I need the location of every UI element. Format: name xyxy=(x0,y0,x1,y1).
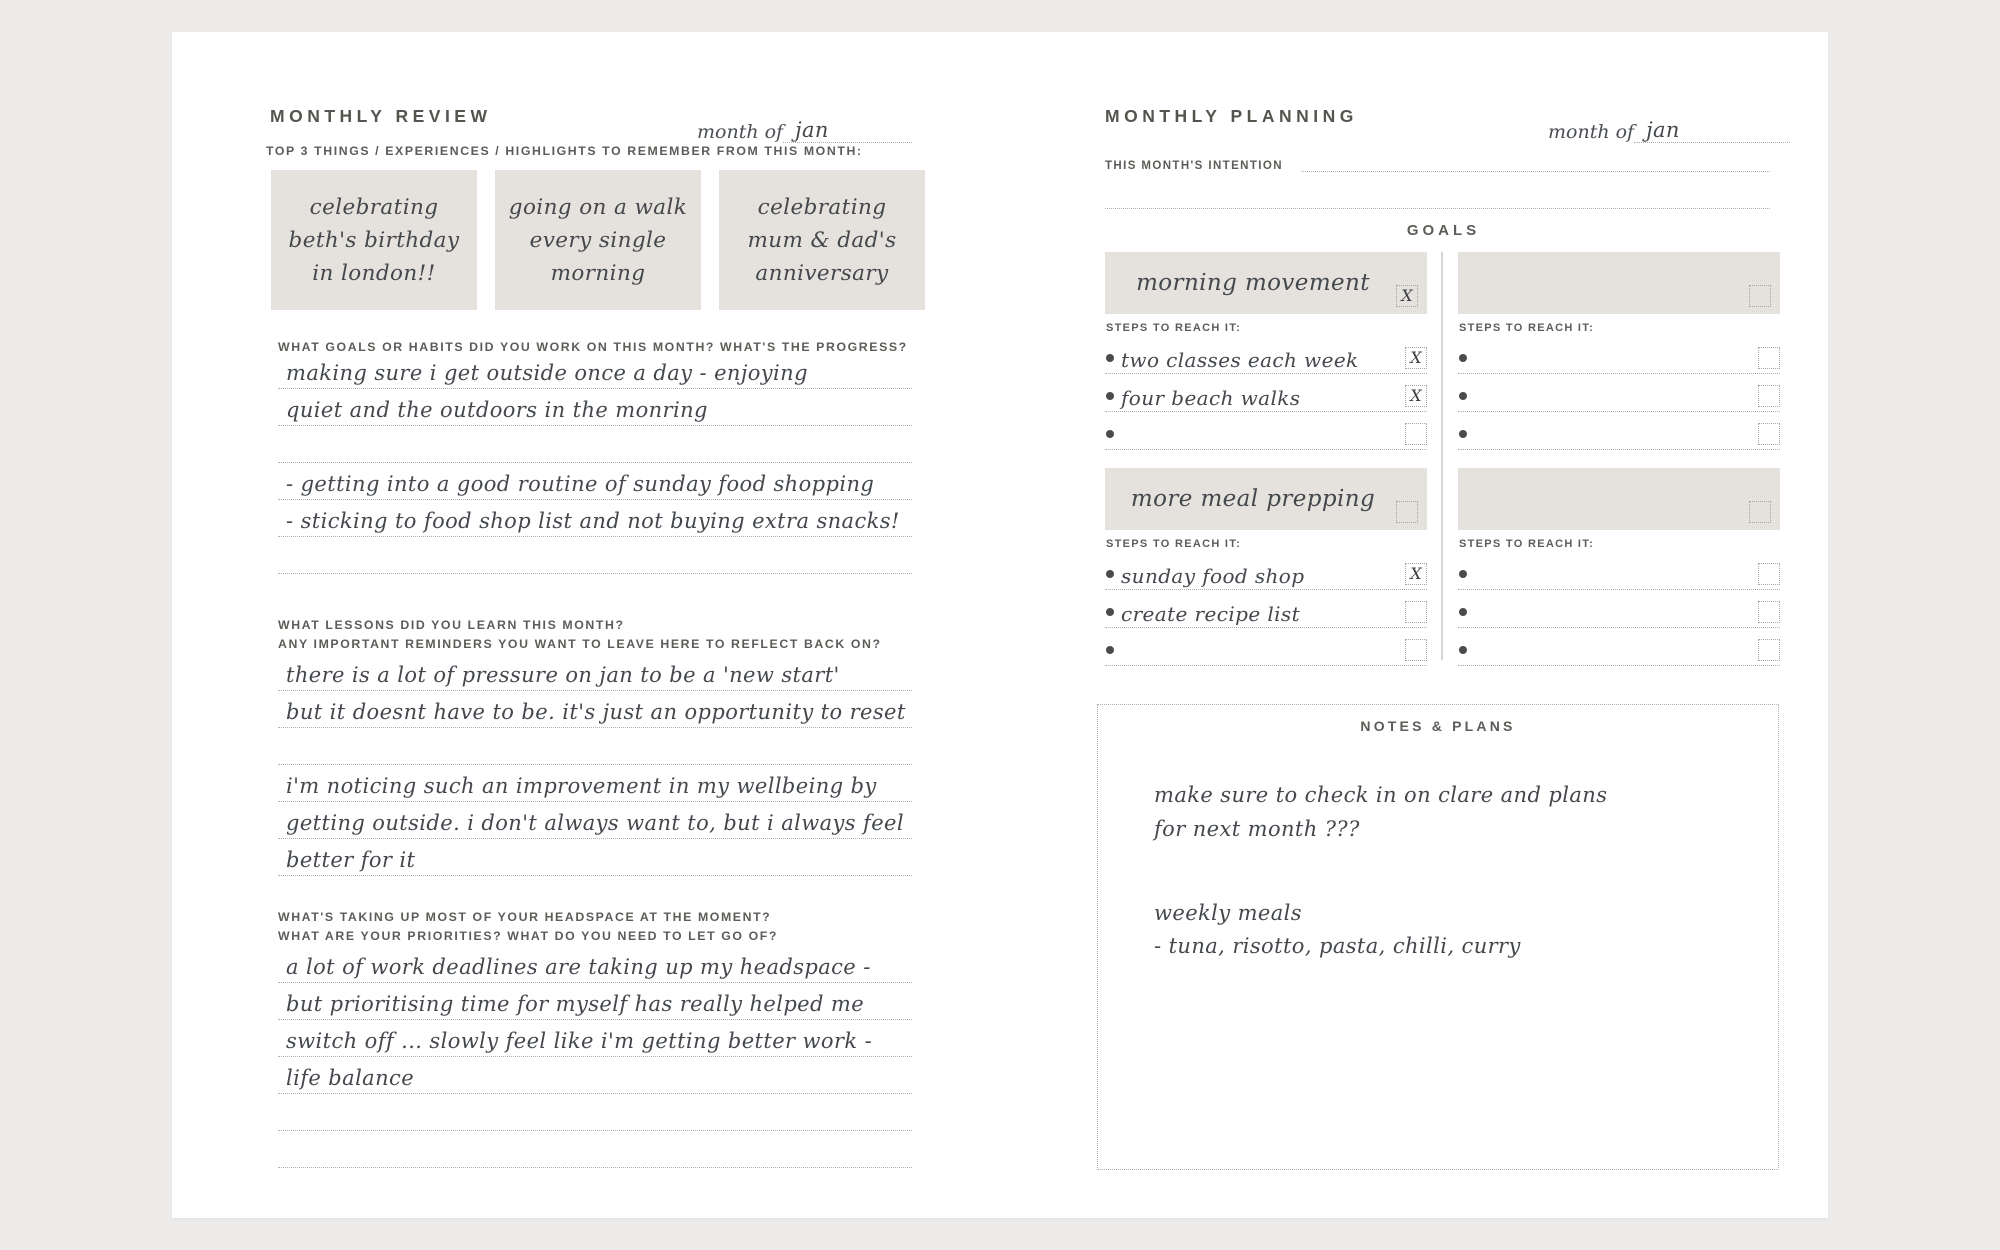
goal-step-row[interactable] xyxy=(1458,590,1780,628)
write-line[interactable]: but it doesnt have to be. it's just an opportunity to reset xyxy=(278,691,912,728)
write-line[interactable] xyxy=(278,426,912,463)
step-checkbox[interactable]: X xyxy=(1405,563,1427,585)
top3-heading: TOP 3 THINGS / EXPERIENCES / HIGHLIGHTS TO REMEMBER FROM THIS MONTH: xyxy=(266,144,863,158)
planning-month-field[interactable] xyxy=(1548,116,1790,143)
goals-heading: GOALS xyxy=(1406,222,1481,239)
goal-step-row[interactable] xyxy=(1105,374,1427,412)
step-checkbox[interactable]: X xyxy=(1405,347,1427,369)
step-checkbox[interactable] xyxy=(1758,347,1780,369)
goal-title-box[interactable] xyxy=(1458,252,1780,314)
goal-block xyxy=(1458,468,1780,666)
step-checkbox[interactable] xyxy=(1758,385,1780,407)
goal-checkbox[interactable] xyxy=(1396,501,1418,523)
notes-text: - tuna, risotto, pasta, chilli, curry xyxy=(1154,934,1521,958)
bullet-icon xyxy=(1106,392,1114,400)
month-of-label: month of xyxy=(697,121,784,143)
bullet-icon xyxy=(1106,608,1114,616)
step-checkbox[interactable] xyxy=(1758,639,1780,661)
month-value: jan xyxy=(1646,118,1680,142)
goals-divider xyxy=(1441,252,1443,660)
write-line[interactable] xyxy=(278,537,912,574)
goal-step-row[interactable] xyxy=(1458,336,1780,374)
notes-text: weekly meals xyxy=(1154,901,1302,925)
step-checkbox[interactable] xyxy=(1758,563,1780,585)
monthly-review-title: MONTHLY REVIEW xyxy=(270,106,492,126)
q1-answer-area xyxy=(278,352,912,574)
goal-checkbox[interactable]: X xyxy=(1396,285,1418,307)
bullet-icon xyxy=(1459,354,1467,362)
step-checkbox[interactable] xyxy=(1758,601,1780,623)
intention-extra-line[interactable] xyxy=(1105,172,1770,209)
goal-step-row[interactable] xyxy=(1105,552,1427,590)
intention-field[interactable] xyxy=(1105,156,1770,172)
bullet-icon xyxy=(1459,430,1467,438)
step-text: four beach walks xyxy=(1121,386,1301,410)
goal-step-row[interactable] xyxy=(1105,336,1427,374)
step-checkbox[interactable] xyxy=(1758,423,1780,445)
goal-block xyxy=(1105,468,1427,666)
step-checkbox[interactable]: X xyxy=(1405,385,1427,407)
goal-step-row[interactable] xyxy=(1458,552,1780,590)
goal-title: more meal prepping xyxy=(1130,486,1376,512)
goal-title-box[interactable] xyxy=(1105,468,1427,530)
memory-box[interactable] xyxy=(271,170,477,310)
step-checkbox[interactable] xyxy=(1405,601,1427,623)
write-line[interactable]: better for it xyxy=(278,839,912,876)
bullet-icon xyxy=(1459,570,1467,578)
write-line[interactable]: i'm noticing such an improvement in my wellbeing by xyxy=(278,765,912,802)
bullet-icon xyxy=(1106,570,1114,578)
step-text: two classes each week xyxy=(1121,348,1359,372)
write-line[interactable] xyxy=(278,728,912,765)
intention-line xyxy=(1301,156,1770,172)
bullet-icon xyxy=(1459,392,1467,400)
month-value: jan xyxy=(795,118,829,142)
goal-checkbox[interactable] xyxy=(1749,285,1771,307)
goal-step-row[interactable] xyxy=(1458,412,1780,450)
q2-heading: WHAT LESSONS DID YOU LEARN THIS MONTH? ANY IMPORTANT REMINDERS YOU WANT TO LEAVE HERE TO REFLECT BACK ON? xyxy=(278,618,882,651)
goal-step-row[interactable] xyxy=(1105,590,1427,628)
intention-label: THIS MONTH'S INTENTION xyxy=(1105,160,1283,172)
write-line[interactable]: there is a lot of pressure on jan to be a 'new start' xyxy=(278,654,912,691)
planner-sheet xyxy=(172,32,1828,1218)
monthly-planning-title: MONTHLY PLANNING xyxy=(1105,106,1358,126)
write-line[interactable]: getting outside. i don't always want to, but i always feel xyxy=(278,802,912,839)
q3-answer-area xyxy=(278,946,912,1168)
q2-answer-area xyxy=(278,654,912,876)
notes-text: make sure to check in on clare and plans xyxy=(1154,783,1608,807)
goal-block xyxy=(1458,252,1780,450)
bullet-icon xyxy=(1459,608,1467,616)
q3-heading: WHAT'S TAKING UP MOST OF YOUR HEADSPACE AT THE MOMENT? WHAT ARE YOUR PRIORITIES? WHAT DO YOU NEED TO LET GO OF? xyxy=(278,910,778,943)
write-line[interactable]: quiet and the outdoors in the monring xyxy=(278,389,912,426)
memory-text: going on a walk every single morning xyxy=(508,194,688,286)
steps-label: STEPS TO REACH IT: xyxy=(1106,538,1242,550)
memory-text: celebrating mum & dad's anniversary xyxy=(747,194,897,286)
goal-title: morning movement xyxy=(1136,270,1370,296)
top3-boxes xyxy=(271,170,925,310)
steps-label: STEPS TO REACH IT: xyxy=(1106,322,1242,334)
notes-text: for next month ??? xyxy=(1154,817,1360,841)
q1-heading: WHAT GOALS OR HABITS DID YOU WORK ON THIS MONTH? WHAT'S THE PROGRESS? xyxy=(278,340,908,354)
review-month-field[interactable] xyxy=(697,116,912,143)
step-checkbox[interactable] xyxy=(1405,423,1427,445)
goal-step-row[interactable] xyxy=(1458,374,1780,412)
write-line[interactable]: switch off ... slowly feel like i'm getting better work - xyxy=(278,1020,912,1057)
step-text: create recipe list xyxy=(1121,602,1301,626)
goal-block xyxy=(1105,252,1427,450)
goal-step-row[interactable] xyxy=(1105,628,1427,666)
goal-checkbox[interactable] xyxy=(1749,501,1771,523)
goal-title-box[interactable] xyxy=(1105,252,1427,314)
step-checkbox[interactable] xyxy=(1405,639,1427,661)
month-of-line xyxy=(1634,116,1790,143)
write-line[interactable]: life balance xyxy=(278,1057,912,1094)
goal-title-box[interactable] xyxy=(1458,468,1780,530)
memory-box[interactable] xyxy=(719,170,925,310)
write-line[interactable]: but prioritising time for myself has really helped me xyxy=(278,983,912,1020)
write-line[interactable] xyxy=(278,1094,912,1131)
memory-box[interactable] xyxy=(495,170,701,310)
goal-step-row[interactable] xyxy=(1458,628,1780,666)
write-line[interactable] xyxy=(278,1131,912,1168)
write-line[interactable]: - sticking to food shop list and not buying extra snacks! xyxy=(278,500,912,537)
bullet-icon xyxy=(1106,430,1114,438)
step-text: sunday food shop xyxy=(1121,564,1305,588)
bullet-icon xyxy=(1459,646,1467,654)
month-of-label: month of xyxy=(1548,121,1635,143)
bullet-icon xyxy=(1106,646,1114,654)
bullet-icon xyxy=(1106,354,1114,362)
steps-label: STEPS TO REACH IT: xyxy=(1459,538,1595,550)
memory-text: celebrating beth's birthday in london!! xyxy=(288,194,460,286)
write-line[interactable]: making sure i get outside once a day - enjoying xyxy=(278,352,912,389)
write-line[interactable]: - getting into a good routine of sunday food shopping xyxy=(278,463,912,500)
notes-plans-heading: NOTES & PLANS xyxy=(1360,718,1516,734)
write-line[interactable]: a lot of work deadlines are taking up my headspace - xyxy=(278,946,912,983)
month-of-line xyxy=(783,116,912,143)
notes-plans-box[interactable] xyxy=(1097,704,1779,1170)
goal-step-row[interactable] xyxy=(1105,412,1427,450)
steps-label: STEPS TO REACH IT: xyxy=(1459,322,1595,334)
